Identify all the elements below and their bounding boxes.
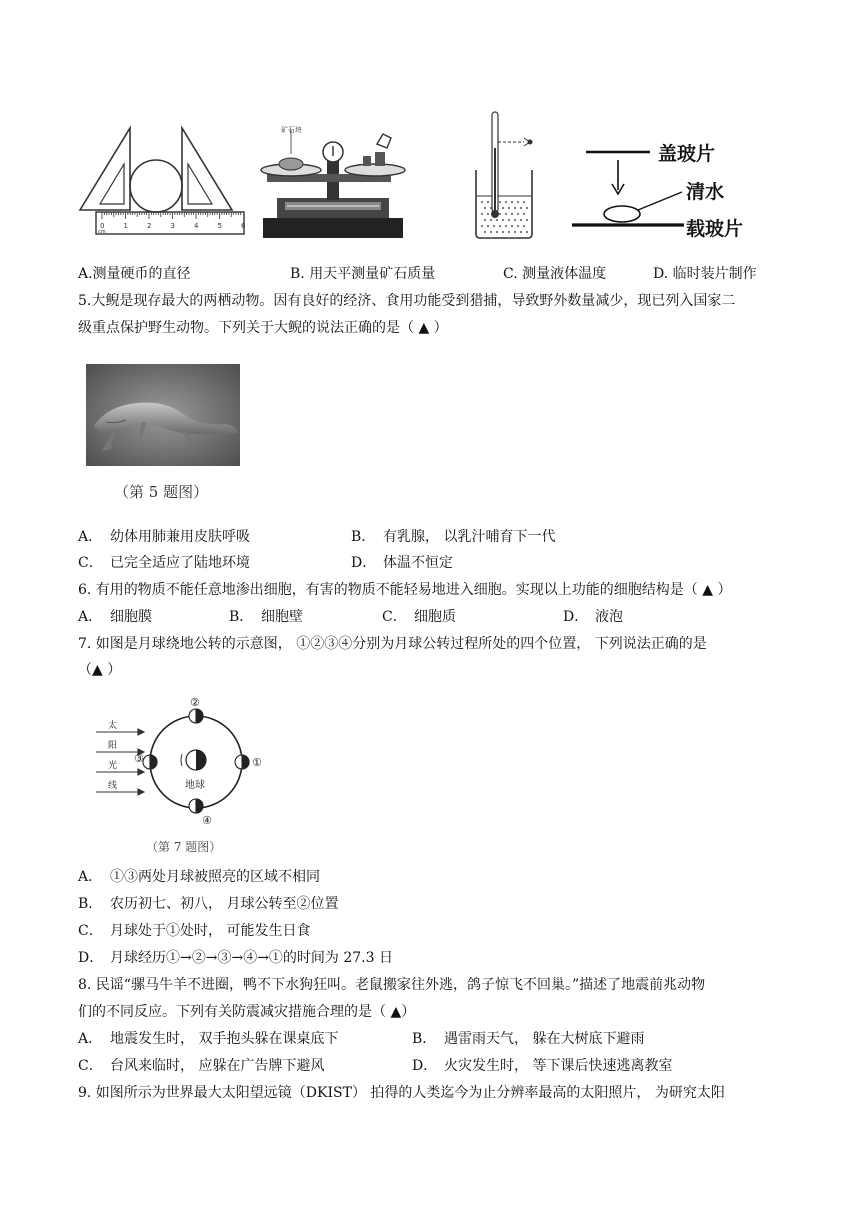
ruler-tick-label: 6 <box>241 222 246 230</box>
q6-option-d-text: 液泡 <box>595 609 623 625</box>
q5-option-d-text: 体温不恒定 <box>383 555 453 571</box>
moon-position-1: ① <box>252 756 262 769</box>
q7-stem-line1: 7. 如图是月球绕地公转的示意图， ①②③④分别为月球公转过程所处的四个位置， 下列说法正确的是 <box>78 636 707 652</box>
q5-option-a-text: 幼体用肺兼用皮肤呼吸 <box>110 529 250 545</box>
q8-stem-line2: 们的不同反应。下列有关防震减灾措施合理的是（ ▲） <box>78 1004 416 1020</box>
q7-stem-line2: （▲ ） <box>78 662 122 678</box>
balance-scale-figure <box>257 126 409 242</box>
q8-option-d-text: 火灾发生时， 等下课后快速逃离教室 <box>444 1058 673 1074</box>
coverslip-label: 盖玻片 <box>658 143 716 165</box>
q5-option-c-text: 已完全适应了陆地环境 <box>110 555 250 571</box>
moon-position-2: ② <box>190 696 200 709</box>
water-label: 清水 <box>686 181 725 203</box>
q8-option-a-text: 地震发生时， 双手抱头躲在课桌底下 <box>110 1031 339 1047</box>
q5-option-c-letter: C． <box>78 555 103 571</box>
ruler-tick-label: 4 <box>194 222 199 230</box>
q8-option-c-text: 台风来临时， 应躲在广告牌下避风 <box>110 1058 325 1074</box>
q6-option-d-letter: D． <box>563 609 589 625</box>
ruler-unit: cm <box>98 229 106 235</box>
q8-option-c-letter: C． <box>78 1058 103 1074</box>
q7-figure-caption: （第 7 题图） <box>146 840 222 854</box>
q8-option-b-letter: B． <box>412 1031 437 1047</box>
sunlight-char-3: 光 <box>108 761 118 771</box>
q7-option-a-text: ①③两处月球被照亮的区域不相同 <box>110 869 320 885</box>
sunlight-char-1: 太 <box>108 721 118 731</box>
q8-option-a-letter: A． <box>78 1031 103 1047</box>
q6-option-b-text: 细胞壁 <box>261 609 303 625</box>
q8-stem-line1: 8. 民谣“骡马牛羊不进圈，鸭不下水狗狂叫。老鼠搬家往外逃，鸽子惊飞不回巢。”描述了地震前兆动物 <box>78 977 706 993</box>
sunlight-char-4: 线 <box>108 781 118 791</box>
ruler-tick-label: 1 <box>123 222 128 230</box>
moon-orbit-diagram <box>94 696 274 827</box>
slide-prep-figure <box>572 136 752 242</box>
ruler-tick-label: 3 <box>170 222 175 230</box>
sunlight-char-2: 阳 <box>108 741 118 751</box>
q7-option-b-text: 农历初七、初八， 月球公转至②位置 <box>110 896 339 912</box>
q7-option-d-letter: D． <box>78 950 104 966</box>
q5-figure-caption: （第 5 题图） <box>114 483 209 501</box>
q5-option-d-letter: D． <box>351 555 377 571</box>
coin-diameter-figure <box>78 124 248 240</box>
balance-label: 矿石块 <box>281 126 302 134</box>
q6-option-a-text: 细胞膜 <box>110 609 152 625</box>
q6-option-b-letter: B． <box>229 609 254 625</box>
q7-option-d-text: 月球经历①→②→③→④→①的时间为 27.3 日 <box>110 950 393 966</box>
salamander-photo <box>86 364 240 466</box>
q9-stem-line1: 9. 如图所示为世界最大太阳望远镜（DKIST） 拍得的人类迄今为止分辨率最高的太阳照片， 为研究太阳 <box>78 1085 725 1101</box>
q6-stem: 6. 有用的物质不能任意地渗出细胞，有害的物质不能轻易地进入细胞。实现以上功能的细胞结构是（ ▲ ） <box>78 582 732 598</box>
q5-stem-line1: 5.大鲵是现存最大的两栖动物。因有良好的经济、食用功能受到猎捕，导致野外数量减少，现已列入国家二 <box>78 293 736 309</box>
q4-option-c: C. 测量液体温度 <box>503 266 607 282</box>
slide-label: 载玻片 <box>686 218 744 240</box>
q4-option-b: B. 用天平测量矿石质量 <box>290 266 436 282</box>
q6-option-c-letter: C． <box>382 609 407 625</box>
earth-label: 地球 <box>185 780 205 791</box>
q7-option-a-letter: A． <box>78 869 103 885</box>
thermometer-beaker-figure <box>470 108 540 240</box>
q8-option-b-text: 遇雷雨天气， 躲在大树底下避雨 <box>444 1031 645 1047</box>
q8-option-d-letter: D． <box>412 1058 438 1074</box>
q7-option-b-letter: B． <box>78 896 103 912</box>
ruler-tick-label: 5 <box>217 222 222 230</box>
moon-position-4: ④ <box>202 814 212 827</box>
q5-stem-line2: 级重点保护野生动物。下列关于大鲵的说法正确的是（ ▲ ） <box>78 320 448 336</box>
q5-option-b-letter: B． <box>351 529 376 545</box>
q6-option-c-text: 细胞质 <box>414 609 456 625</box>
q7-option-c-letter: C． <box>78 923 103 939</box>
q7-option-c-text: 月球处于①处时， 可能发生日食 <box>110 923 311 939</box>
q4-option-a: A.测量硬币的直径 <box>78 266 191 282</box>
q6-option-a-letter: A． <box>78 609 103 625</box>
ruler-tick-label: 0 <box>100 222 105 230</box>
ruler-tick-label: 2 <box>147 222 152 230</box>
q5-option-b-text: 有乳腺， 以乳汁哺育下一代 <box>383 529 556 545</box>
q4-option-d: D. 临时装片制作 <box>653 266 757 282</box>
moon-position-3: ③ <box>134 752 144 765</box>
q5-option-a-letter: A． <box>78 529 103 545</box>
